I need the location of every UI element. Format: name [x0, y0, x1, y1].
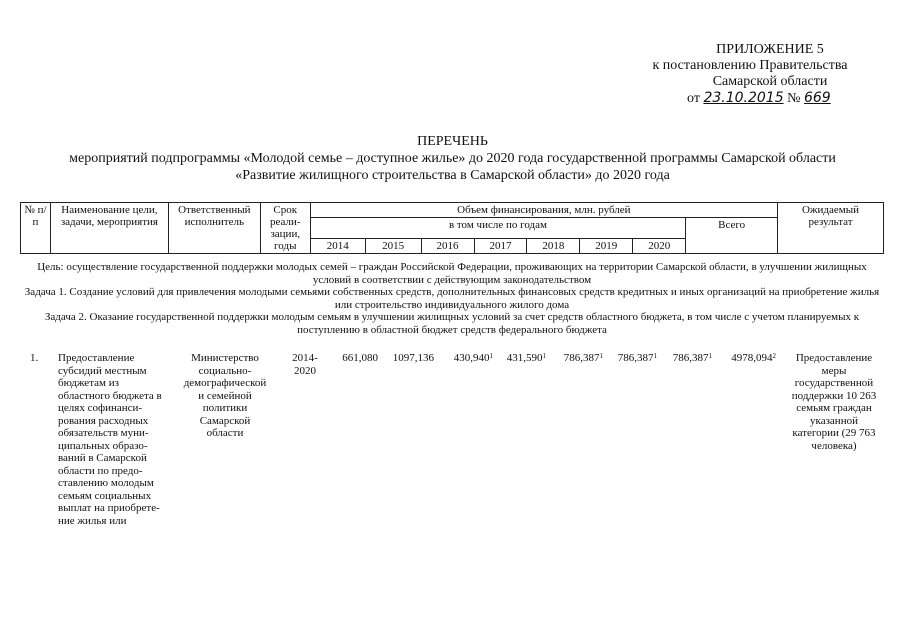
annex-region: Самарской области [712, 74, 828, 89]
title-line-1: мероприятий подпрограммы «Молодой семье – доступное жилье» до 2020 года государственной программы Самарской области [69, 151, 836, 166]
header-term: Срок реали-зации, годы [260, 203, 310, 254]
row-result: Предоставление меры государственной поддержки 10 263 семьям граждан указанной категории (29 763 человека) [791, 352, 877, 452]
row-term: 2014-2020 [292, 352, 318, 377]
document-title [0, 133, 905, 184]
footnote-mark: 1 [708, 352, 712, 360]
row-value-2017: 431,590$^1$ [506, 352, 546, 364]
header-year: 2016 [421, 239, 474, 254]
row-num: 1. [30, 352, 39, 364]
header-executor: Ответственный исполнитель [168, 203, 260, 254]
header-name: Наименование цели, задачи, мероприятия [50, 203, 168, 254]
header-total: Всего [686, 218, 778, 254]
row-value-2018: 786,387$^1$ [563, 352, 603, 364]
header-year: 2017 [474, 239, 527, 254]
goal-text: Цель: осуществление государственной поддержки молодых семей – граждан Российской Федерации, проживающих на территории Самарской области, в улучшении жилищных условий в соответствии с действующим законодательством [37, 261, 867, 286]
measures-table [20, 202, 884, 254]
annex-title: ПРИЛОЖЕНИЕ 5 [716, 42, 824, 57]
header-year: 2014 [310, 239, 365, 254]
task-2-text: Задача 2. Оказание государственной поддержки молодым семьям в улучшении жилищных условий за счет средств областного бюджета, в том числе с учетом планируемых к поступлению в областной бюджет средств федерального бюджета [44, 311, 860, 336]
footnote-mark: 2 [772, 352, 776, 360]
header-year: 2015 [365, 239, 421, 254]
header-year: 2019 [580, 239, 633, 254]
header-year: 2020 [633, 239, 686, 254]
header-funding: Объем финансирования, млн. рублей [310, 203, 777, 218]
row-value-2020: 786,387$^1$ [672, 352, 712, 364]
row-executor: Министерство социально-демографической и семейной политики Самарской области [183, 352, 267, 439]
annex-block [625, 42, 875, 107]
number-sign: № [787, 91, 801, 106]
header-by-years: в том числе по годам [310, 218, 685, 239]
header-num: № п/п [21, 203, 51, 254]
row-value-2015: 1097,136 [392, 352, 434, 364]
title-heading: ПЕРЕЧЕНЬ [417, 134, 488, 149]
title-line-2: «Развитие жилищного строительства в Самарской области» до 2020 года [235, 168, 670, 183]
footnote-mark: 1 [542, 352, 546, 360]
row-value-2016: 430,940$^1$ [453, 352, 493, 364]
footnote-mark: 1 [599, 352, 603, 360]
row-total: 4978,094$^2$ [731, 352, 776, 364]
annex-date-line [625, 90, 875, 107]
handwritten-date: 23.10.2015 [703, 90, 784, 106]
footnote-mark: 1 [489, 352, 493, 360]
row-value-2014: 661,080 [342, 352, 378, 364]
annex-subtitle: к постановлению Правительства [652, 58, 848, 73]
date-prefix: от [687, 91, 700, 106]
footnote-mark: 1 [653, 352, 657, 360]
row-value-2019: 786,387$^1$ [617, 352, 657, 364]
handwritten-number: 669 [803, 90, 831, 106]
header-year: 2018 [527, 239, 580, 254]
task-1-text: Задача 1. Создание условий для привлечения молодыми семьями собственных средств, дополнительных финансовых средств кредитных и иных организаций на приобретение жилья или строительство индивидуального жилого дома [24, 286, 880, 311]
header-result: Ожидаемый результат [778, 203, 884, 254]
row-name: Предоставление субсидий местным бюджетам из областного бюджета в целях софинанси-рования расходных обязательств муни-ципальных образо-ваний в Самарской области по предо-ставлению молодым семьям социальных выплат на приобрете-ние жилья или [58, 352, 162, 527]
